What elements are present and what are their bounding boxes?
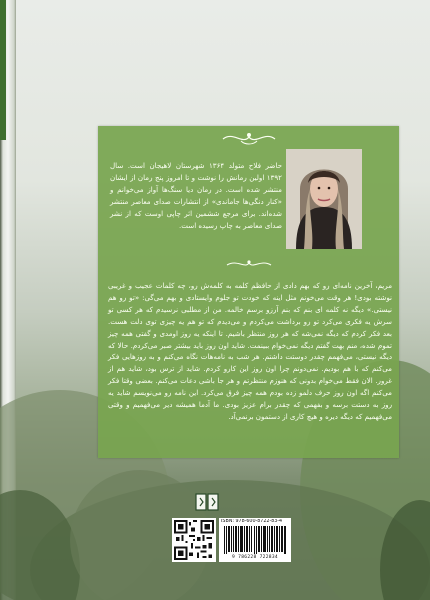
barcode-bars [224, 526, 286, 554]
middle-ornament [98, 252, 399, 276]
barcode-number: 9 786228 722834 [232, 555, 278, 560]
publisher-logo [192, 492, 232, 514]
spine-green-edge [0, 0, 6, 140]
qr-code [172, 518, 216, 562]
isbn-text: ISBN: 978-600-8722-83-4 [221, 519, 283, 524]
author-bio: حاضر فلاح متولد ۱۳۶۴ شهرستان لاهیجان است. سال ۱۳۹۲ اولین رمانش را نوشت و تا امروز پنج رمان از ایشان منتشر شده است. در رمان دیا سنگ‌ها آواز می‌خوانم و «کنار دنگی‌ها جاماندی» از انتشارات صدای معاصر منتشر شده‌اند. برای مرجع ششمین اثر چاپی اوست که از نشر صدای معاصر به چاپ رسیده است. [110, 161, 282, 231]
top-ornament [98, 126, 399, 150]
isbn-barcode [219, 518, 291, 562]
author-photo [286, 149, 362, 249]
book-excerpt: مریم، آخرین نامه‌ای رو که بهم دادی از حافظم کلمه به کلمه‌ش رو، چه کلمات عجیب و غریبی نوشته بودی! هر وقت می‌خونم مثل اینه که خودت تو جلوم وایستادی و بهم می‌گی: «تو رو هم نیستی.» دیگه نه کلمه ای بنم که بنم آرزو برسم خالمه. من از مطلبی نرسیدم که هر کسی تو سرش یه فکری می‌کرد تو رو برداشت می‌کردم و می‌دیدم که تو هم یه چیزی توی دلت هست. بعد فکر کردم که دیگه نمی‌شه که هر روز منتظر باشیم. تا اینکه یه روز اومدی و گفتی همه چیز تموم شده، منم بهت گفتم دیگه نمی‌خوام ببینمت. شاید اون روز باید بیشتر صبر می‌کردم. حالا که دیگه نیستی، می‌فهمم چقدر دوستت داشتم. هر شب به نامه‌هات نگاه می‌کنم و به روزهایی فکر می‌کنم که با هم بودیم. نمی‌دونم چرا اون روز این کارو کردم. شاید از ترس بود، شاید هم از غرور. الان فقط می‌خوام بدونی که هنوزم منتظرتم و هر جا باشی دعات می‌کنم. بعضی وقتا فکر می‌کنم اگه اون روز حرف دلمو زده بودم همه چیز فرق می‌کرد. این نامه رو می‌نویسم شاید یه روز به دستت برسه و بفهمی که چقدر برام عزیز بودی. ما آدما همیشه دیر می‌فهمیم و وقتی می‌فهمیم که دیگه دیره و هیچ کاری از دستمون برنمی‌آد. [108, 281, 392, 421]
